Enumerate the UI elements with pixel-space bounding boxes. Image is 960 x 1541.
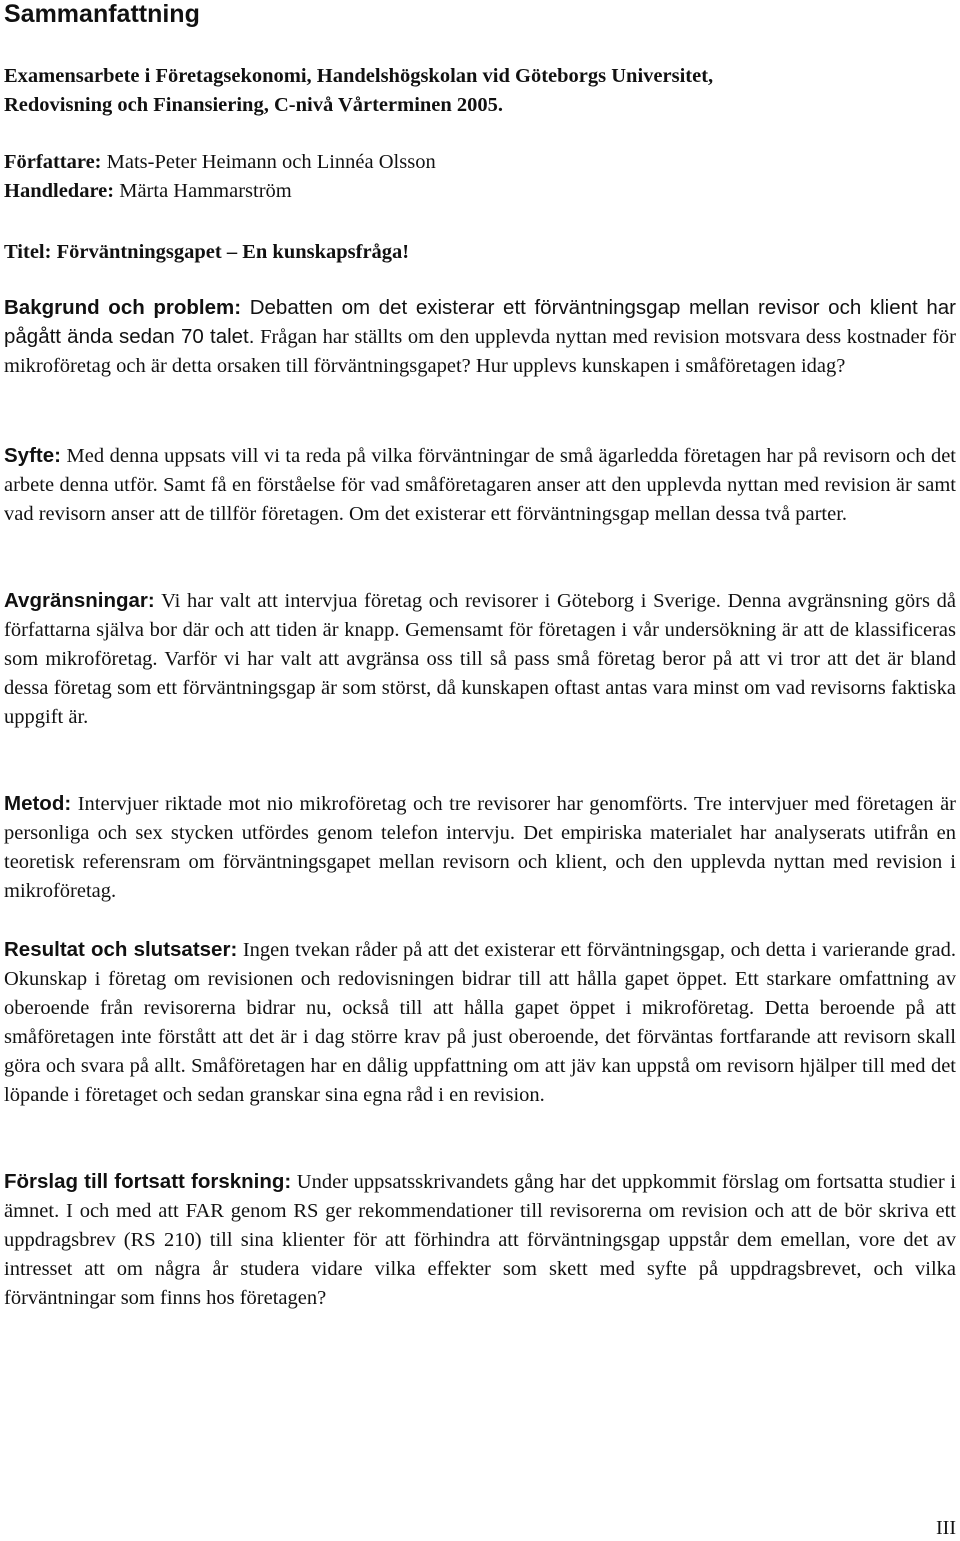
authors-block bbox=[4, 148, 956, 206]
background-text: Frågan har ställts om den upplevda nyttan med revision motsvara dess kostnader för mikroföretag och är detta orsaken till förväntningsgapet? Hur upplevs kunskapen i småföretagen idag? bbox=[4, 325, 956, 377]
future-research-text: Under uppsatsskrivandets gång har det uppkommit förslag om fortsatta studier i ämnet. I och med att FAR genom RS ger rekommendationer till revisorerna om revision och att de bör skriva ett uppdragsbrev (RS 210) till sina klienter för att förhindra att förväntningsgap uppstår dem emellan, vore det av intresset att om några år studera vidare vilka effekter som skett med syfte på uppdragsbrevet, och vilka förväntningar som finns hos företagen? bbox=[4, 1171, 956, 1309]
authors-line bbox=[4, 148, 956, 177]
supervisor-label: Handledare: bbox=[4, 179, 115, 202]
section-results bbox=[4, 936, 956, 1109]
page-title: Sammanfattning bbox=[4, 0, 200, 28]
future-research-label: Förslag till fortsatt forskning: bbox=[4, 1170, 292, 1193]
background-label: Bakgrund och problem: bbox=[4, 296, 242, 319]
results-label: Resultat och slutsatser: bbox=[4, 938, 238, 961]
authors-value: Mats-Peter Heimann och Linnéa Olsson bbox=[101, 151, 436, 173]
section-purpose bbox=[4, 442, 956, 529]
section-future-research bbox=[4, 1168, 956, 1313]
exam-info bbox=[4, 62, 956, 120]
delimitations-text: Vi har valt att intervjua företag och revisorer i Göteborg i Sverige. Denna avgränsning görs då författarna själva bor där och att tiden är knapp. Gemensamt för företagen i vår undersökning är att de klassificeras som mikroföretag. Varför vi har valt att avgränsa oss till så pass små företag beror på att vi tror att det är bland dessa företag som ett förväntningsgap är som störst, då kunskapen oftast antas vara minst om vad revisorns faktiska uppgift är. bbox=[4, 590, 956, 728]
results-text: Ingen tvekan råder på att det existerar ett förväntningsgap, och detta i varierande grad. Okunskap i företag om revisionen och redovisningen bidrar till att hålla gapet öppet. Ett starkare omfattning av oberoende från revisorerna bidrar nu, också till att hålla gapet öppet i mikroföretag. Detta beroende på att småföretagen inte förstått att det är i dag större krav på just oberoende, det förväntas fortfarande att revisorn skall göra och svara på allt. Småföretagen har en dålig uppfattning om att jäv kan uppstå om revisorn hjälper till med det löpande i företaget och sedan granskar sina egna råd i en revision. bbox=[4, 939, 957, 1106]
section-method bbox=[4, 790, 956, 906]
delimitations-label: Avgränsningar: bbox=[4, 589, 155, 612]
purpose-label: Syfte: bbox=[4, 444, 61, 467]
exam-line-1: Examensarbete i Företagsekonomi, Handelshögskolan vid Göteborgs Universitet, bbox=[4, 65, 714, 87]
purpose-text: Med denna uppsats vill vi ta reda på vilka förväntningar de små ägarledda företagen har på revisorn och det arbete denna utför. Samt få en förståelse för vad småföretagaren anser att den upplevda nyttan med revision är samt vad revisorn anser att de tillför företagen. Om det existerar ett förväntningsgap mellan dessa två parter. bbox=[4, 445, 956, 525]
section-background bbox=[4, 294, 956, 381]
method-label: Metod: bbox=[4, 792, 72, 815]
supervisor-line bbox=[4, 177, 956, 206]
background-text-sans: Debatten om det existerar ett förväntningsgap mellan revisor och klient har pågått ända sedan 70 talet. bbox=[4, 296, 956, 348]
exam-line-2: Redovisning och Finansiering, C-nivå Vårterminen 2005. bbox=[4, 93, 504, 116]
method-text: Intervjuer riktade mot nio mikroföretag och tre revisorer har genomförts. Tre intervjuer med företagen är personliga och sex stycken utfördes genom telefon intervju. Det empiriska materialet har analyserats utifrån en teoretisk referensram om förväntningsgapet mellan revisorn och klient, och den upplevda nyttan med revision i mikroföretag. bbox=[4, 793, 956, 902]
page-number: III bbox=[936, 1517, 956, 1539]
supervisor-value: Märta Hammarström bbox=[114, 179, 292, 202]
section-delimitations bbox=[4, 587, 956, 732]
authors-label: Författare: bbox=[4, 151, 102, 173]
thesis-title: Titel: Förväntningsgapet – En kunskapsfråga! bbox=[4, 241, 410, 263]
